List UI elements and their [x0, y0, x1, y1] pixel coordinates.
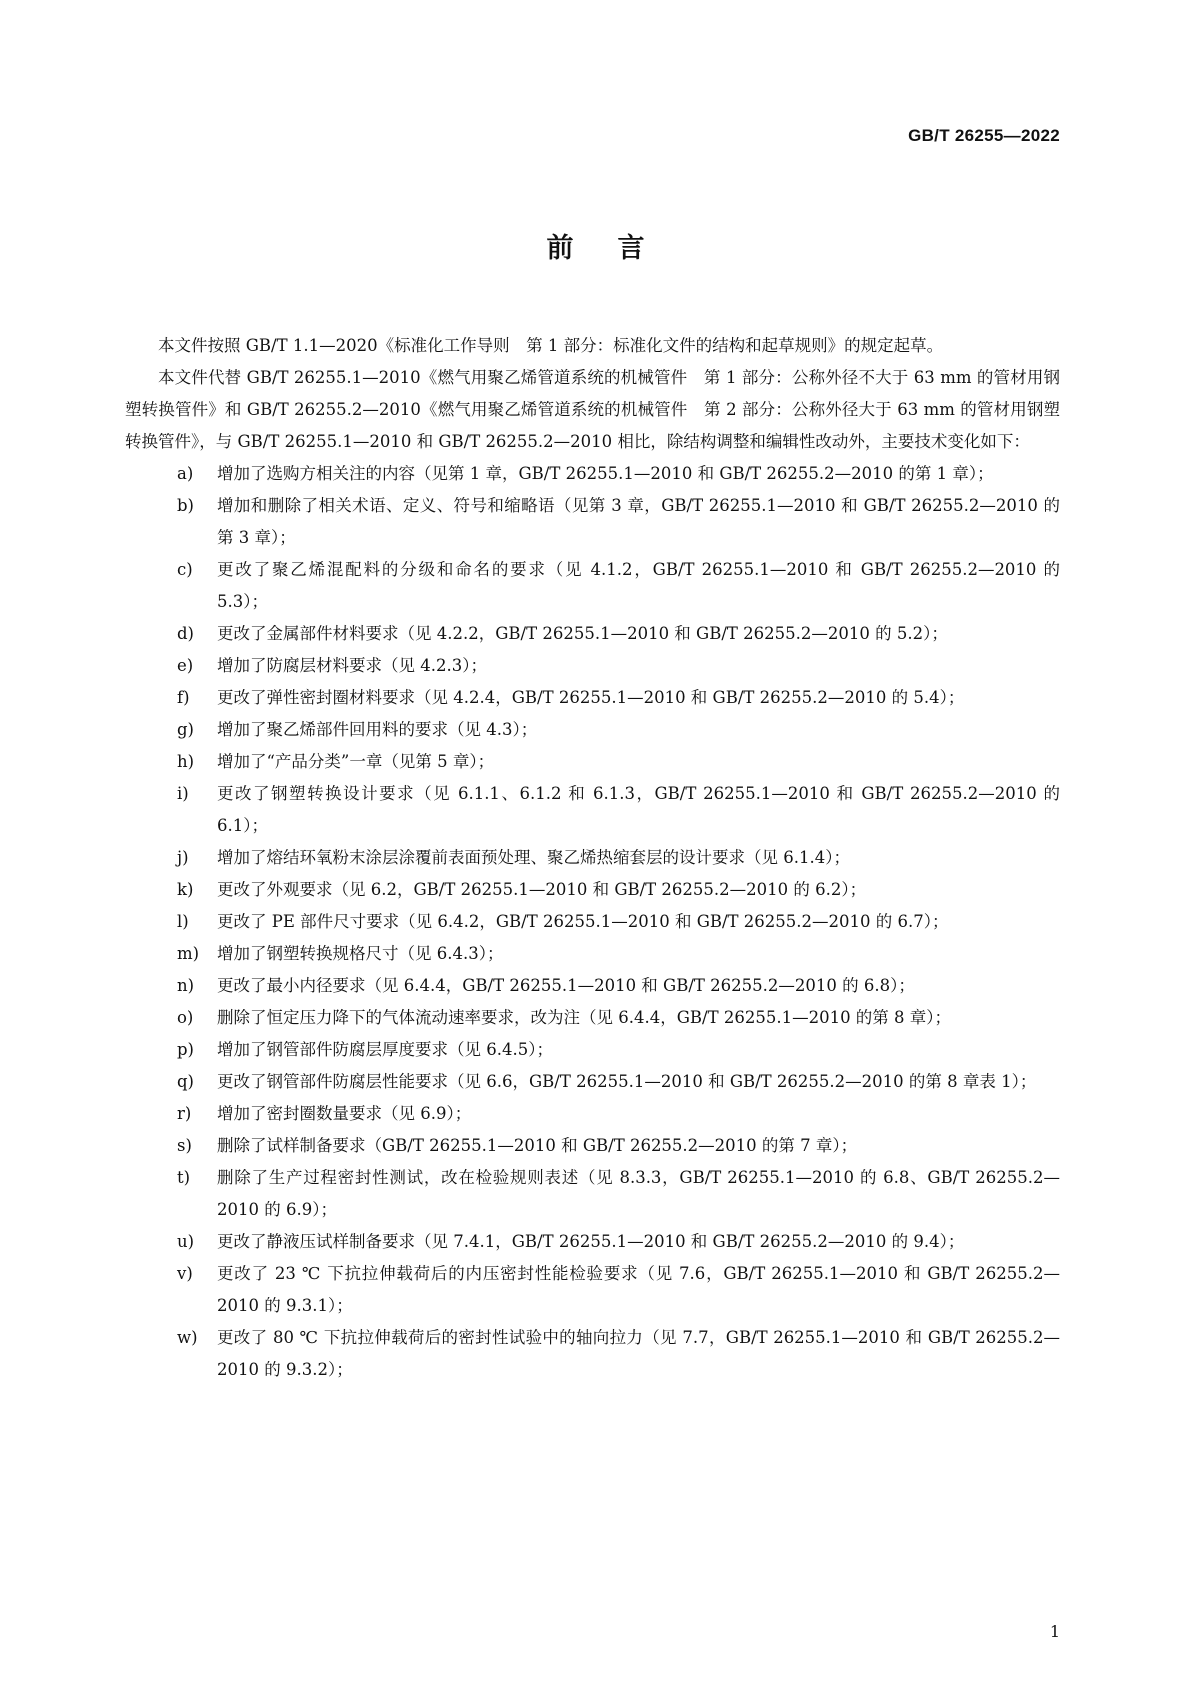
- list-item: [125, 1034, 1060, 1066]
- list-item-label: c): [177, 560, 193, 579]
- list-item-label: j): [177, 848, 189, 867]
- list-item-label: s): [177, 1136, 192, 1155]
- list-item: [125, 1098, 1060, 1130]
- list-item: [125, 970, 1060, 1002]
- list-item-label: a): [177, 464, 194, 483]
- list-item-label: k): [177, 880, 194, 899]
- list-item: [125, 938, 1060, 970]
- list-item-text: 更改了静液压试样制备要求（见 7.4.1，GB/T 26255.1—2010 和 GB/T 26255.2—2010 的 9.4）；: [217, 1232, 965, 1251]
- list-item: [125, 1258, 1060, 1322]
- list-item-text: 增加了聚乙烯部件回用料的要求（见 4.3）；: [217, 720, 538, 739]
- list-item-text: 增加了防腐层材料要求（见 4.2.3）；: [217, 656, 487, 675]
- list-item-label: r): [177, 1104, 192, 1123]
- list-item: [125, 778, 1060, 842]
- list-item-label: d): [177, 624, 194, 643]
- list-item: [125, 1322, 1060, 1386]
- list-item-label: e): [177, 656, 194, 675]
- list-item-label: q): [177, 1072, 194, 1091]
- list-item: [125, 842, 1060, 874]
- list-item: [125, 1130, 1060, 1162]
- list-item-text: 更改了 80 ℃ 下抗拉伸载荷后的密封性试验中的轴向拉力（见 7.7，GB/T 26255.1—2010 和 GB/T 26255.2—2010 的 9.3.2）；: [217, 1328, 1060, 1379]
- list-item-label: o): [177, 1008, 194, 1027]
- list-item: [125, 682, 1060, 714]
- list-item-label: m): [177, 944, 200, 963]
- list-item-text: 增加了密封圈数量要求（见 6.9）；: [217, 1104, 472, 1123]
- list-item-text: 增加了钢塑转换规格尺寸（见 6.4.3）；: [217, 944, 504, 963]
- list-item-label: p): [177, 1040, 194, 1059]
- intro-paragraph: 本文件按照 GB/T 1.1—2020《标准化工作导则 第 1 部分：标准化文件的结构和起草规则》的规定起草。: [158, 336, 944, 355]
- list-item-text: 增加了“产品分类”一章（见第 5 章）；: [217, 752, 495, 771]
- list-item-text: 删除了生产过程密封性测试，改在检验规则表述（见 8.3.3，GB/T 26255.1—2010 的 6.8、GB/T 26255.2—2010 的 6.9）；: [217, 1168, 1060, 1219]
- replacement-paragraph: 本文件代替 GB/T 26255.1—2010《燃气用聚乙烯管道系统的机械管件 第 1 部分：公称外径不大于 63 mm 的管材用钢塑转换管件》和 GB/T 26255.2—2010《燃气用聚乙烯管道系统的机械管件 第 2 部分：公称外径大于 63 mm 的管材用钢塑转换管件》，与 GB/T 26255.1—2010 和 GB/T 26255.2—2010 相比，除结构调整和编辑性改动外，主要技术变化如下：: [125, 368, 1060, 451]
- list-item: [125, 1226, 1060, 1258]
- list-item-text: 删除了恒定压力降下的气体流动速率要求，改为注（见 6.4.4，GB/T 26255.1—2010 的第 8 章）；: [217, 1008, 952, 1027]
- standard-code: GB/T 26255—2022: [908, 126, 1060, 145]
- list-item: [125, 874, 1060, 906]
- list-item-label: b): [177, 496, 194, 515]
- page-title: 前言: [546, 233, 689, 264]
- list-item-text: 更改了弹性密封圈材料要求（见 4.2.4，GB/T 26255.1—2010 和 GB/T 26255.2—2010 的 5.4）；: [217, 688, 965, 707]
- list-item-label: t): [177, 1168, 191, 1187]
- list-item-text: 增加了钢管部件防腐层厚度要求（见 6.4.5）；: [217, 1040, 553, 1059]
- list-item-label: h): [177, 752, 195, 771]
- page-number: 1: [1049, 1622, 1060, 1641]
- list-item-text: 删除了试样制备要求（GB/T 26255.1—2010 和 GB/T 26255.2—2010 的第 7 章）；: [217, 1136, 858, 1155]
- list-item-label: w): [177, 1328, 198, 1347]
- technical-changes-list: [125, 458, 1060, 1386]
- list-item: [125, 458, 1060, 490]
- list-item: [125, 650, 1060, 682]
- list-item-text: 更改了 23 ℃ 下抗拉伸载荷后的内压密封性能检验要求（见 7.6，GB/T 26255.1—2010 和 GB/T 26255.2—2010 的 9.3.1）；: [217, 1264, 1060, 1315]
- list-item-text: 更改了金属部件材料要求（见 4.2.2，GB/T 26255.1—2010 和 GB/T 26255.2—2010 的 5.2）；: [217, 624, 948, 643]
- list-item-text: 更改了钢管部件防腐层性能要求（见 6.6，GB/T 26255.1—2010 和 GB/T 26255.2—2010 的第 8 章表 1）；: [217, 1072, 1037, 1091]
- list-item-label: g): [177, 720, 194, 739]
- list-item: [125, 1002, 1060, 1034]
- list-item: [125, 746, 1060, 778]
- list-item-text: 更改了 PE 部件尺寸要求（见 6.4.2，GB/T 26255.1—2010 和 GB/T 26255.2—2010 的 6.7）；: [217, 912, 949, 931]
- list-item-text: 更改了外观要求（见 6.2，GB/T 26255.1—2010 和 GB/T 26255.2—2010 的 6.2）；: [217, 880, 867, 899]
- list-item-label: u): [177, 1232, 195, 1251]
- document-body: [125, 330, 1060, 1386]
- list-item: [125, 490, 1060, 554]
- list-item-text: 更改了最小内径要求（见 6.4.4，GB/T 26255.1—2010 和 GB/T 26255.2—2010 的 6.8）；: [217, 976, 915, 995]
- list-item-label: f): [177, 688, 190, 707]
- list-item: [125, 618, 1060, 650]
- list-item-label: l): [177, 912, 189, 931]
- list-item-label: n): [177, 976, 195, 995]
- list-item: [125, 554, 1060, 618]
- list-item-label: v): [177, 1264, 193, 1283]
- list-item: [125, 714, 1060, 746]
- list-item-label: i): [177, 784, 189, 803]
- list-item-text: 更改了聚乙烯混配料的分级和命名的要求（见 4.1.2，GB/T 26255.1—2010 和 GB/T 26255.2—2010 的 5.3）；: [217, 560, 1060, 611]
- list-item-text: 增加了熔结环氧粉末涂层涂覆前表面预处理、聚乙烯热缩套层的设计要求（见 6.1.4）；: [217, 848, 850, 867]
- list-item-text: 增加和删除了相关术语、定义、符号和缩略语（见第 3 章，GB/T 26255.1—2010 和 GB/T 26255.2—2010 的第 3 章）；: [217, 496, 1060, 547]
- list-item-text: 增加了选购方相关注的内容（见第 1 章，GB/T 26255.1—2010 和 GB/T 26255.2—2010 的第 1 章）；: [217, 464, 994, 483]
- list-item: [125, 1066, 1060, 1098]
- list-item: [125, 1162, 1060, 1226]
- list-item-text: 更改了钢塑转换设计要求（见 6.1.1、6.1.2 和 6.1.3，GB/T 26255.1—2010 和 GB/T 26255.2—2010 的 6.1）；: [217, 784, 1060, 835]
- list-item: [125, 906, 1060, 938]
